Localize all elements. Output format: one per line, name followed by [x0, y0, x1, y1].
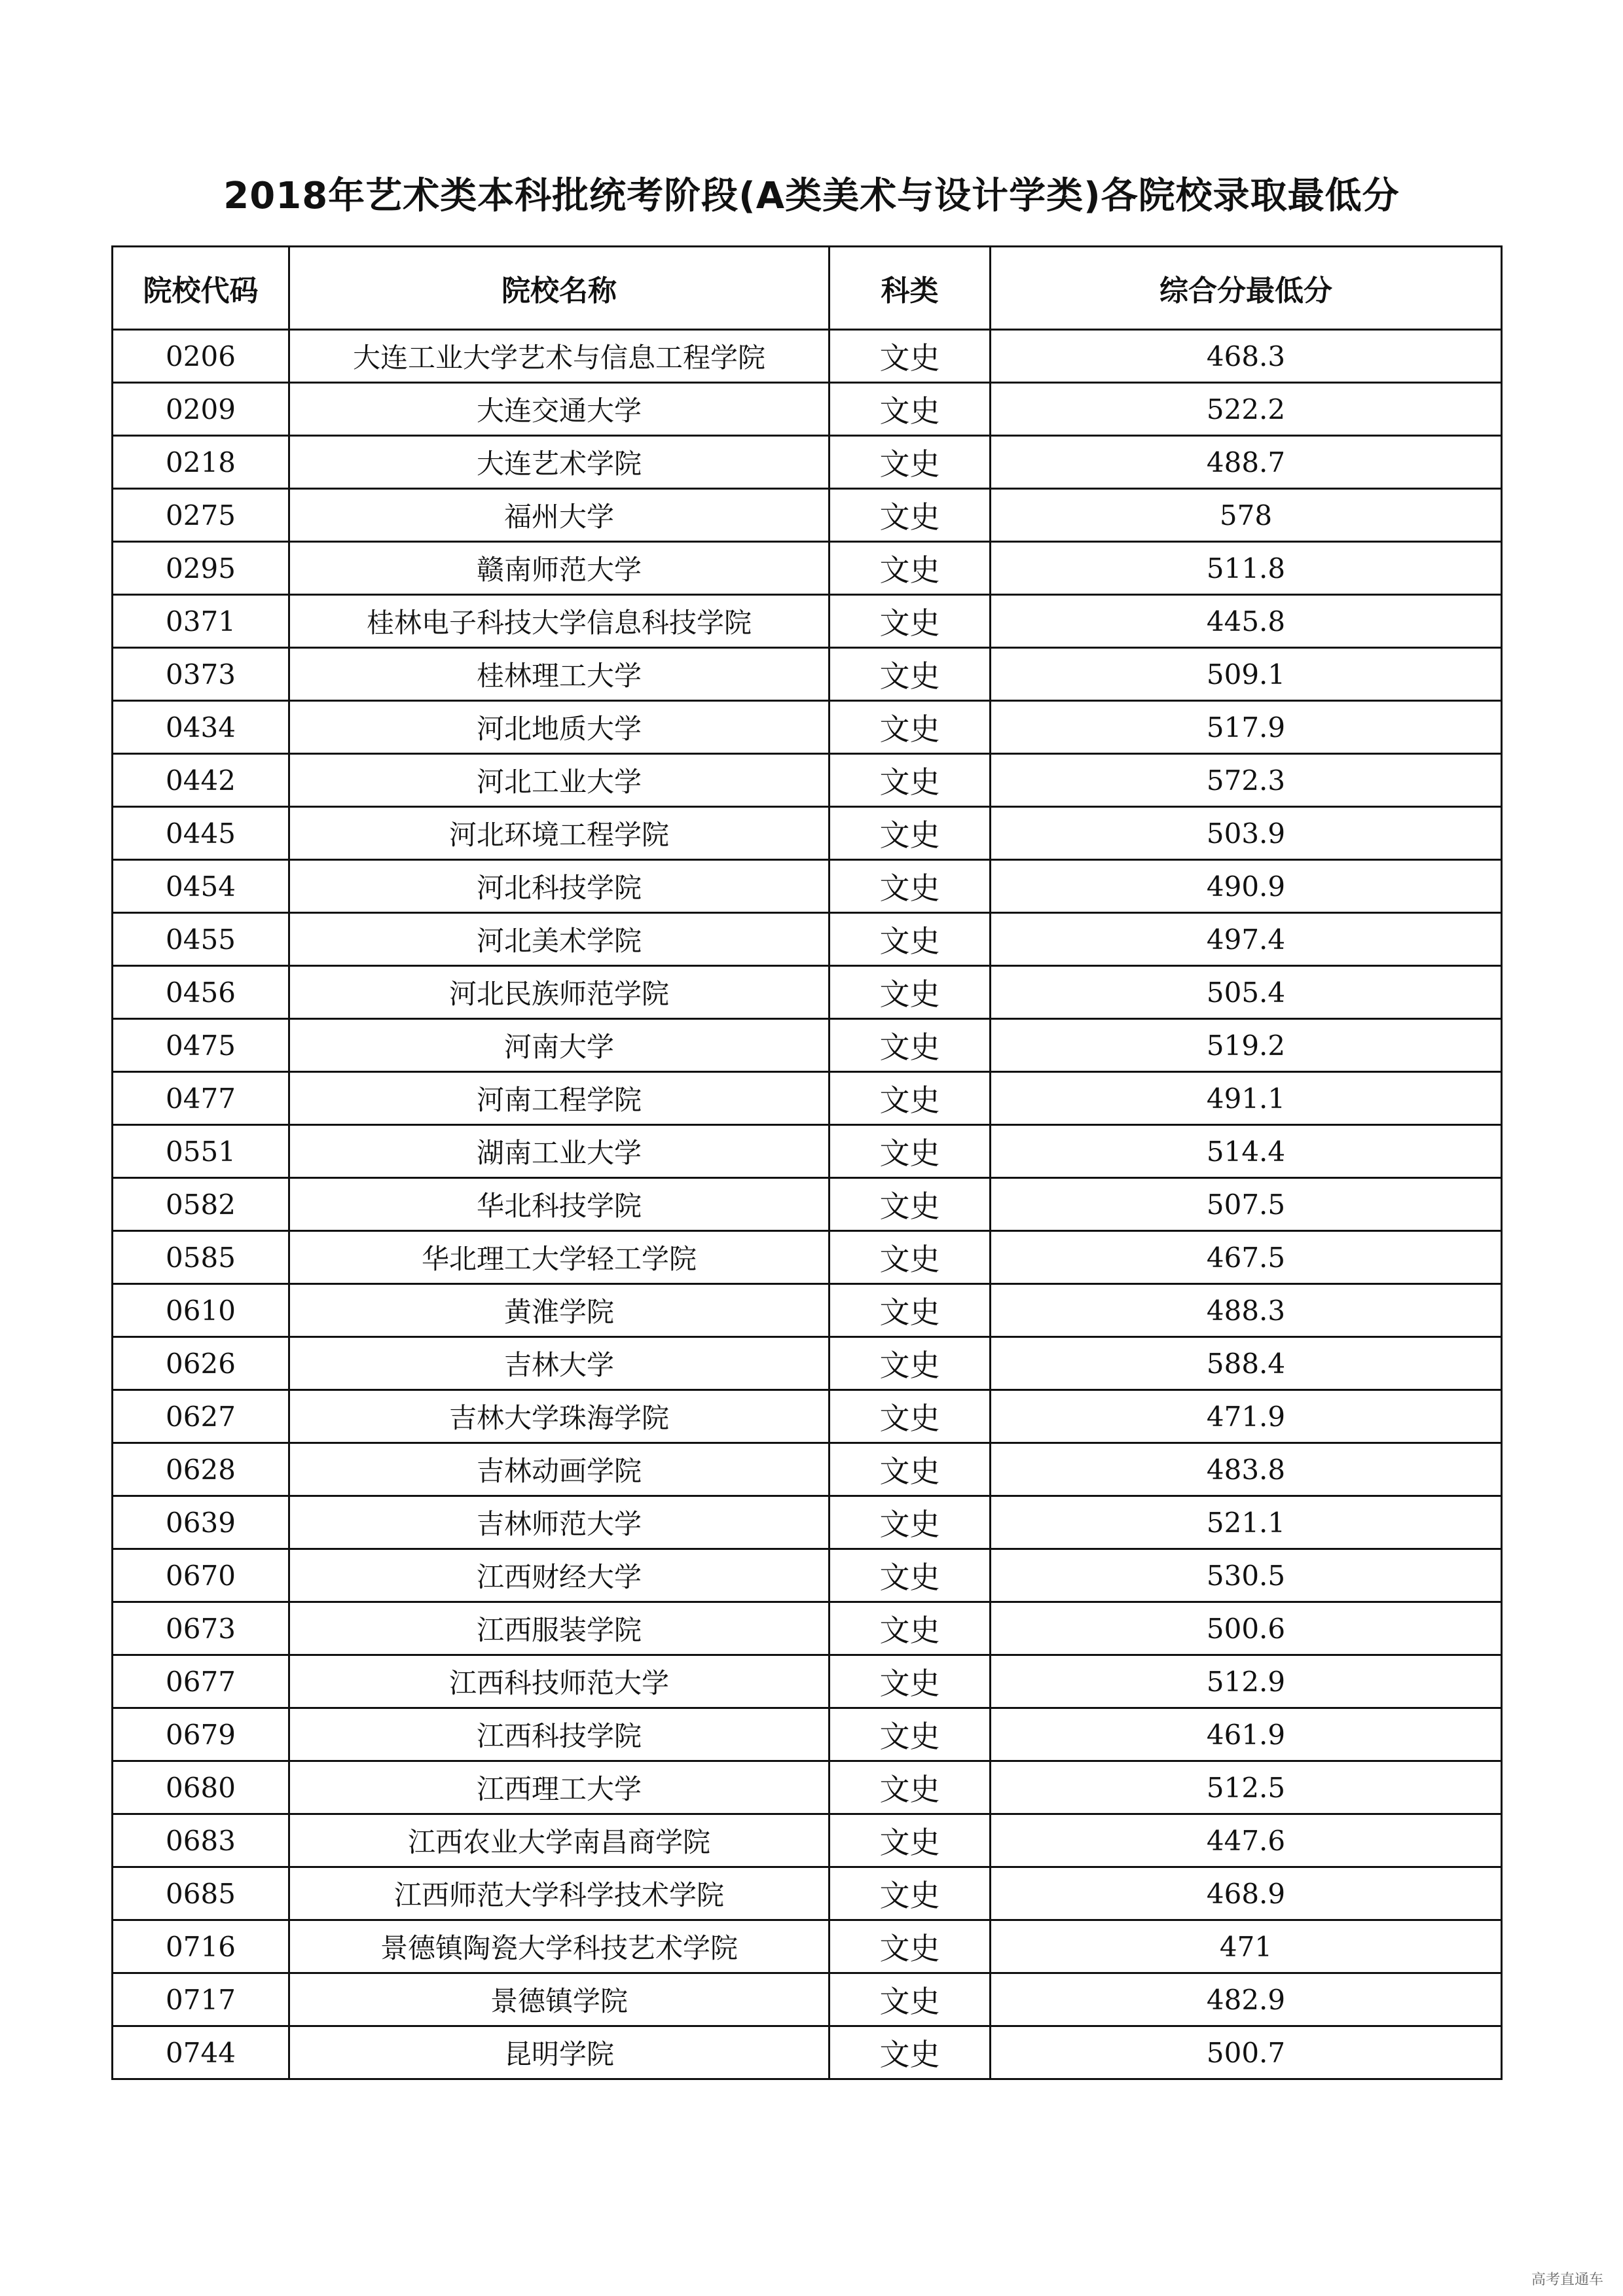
school-name-cell: 江西财经大学: [289, 1549, 830, 1602]
subject-cell: 文史: [830, 1549, 991, 1602]
subject-cell: 文史: [830, 913, 991, 966]
school-code-cell: 0685: [113, 1867, 289, 1920]
school-name-cell: 吉林动画学院: [289, 1443, 830, 1496]
min-score-cell: 503.9: [991, 807, 1502, 860]
subject-cell: 文史: [830, 2026, 991, 2079]
min-score-cell: 521.1: [991, 1496, 1502, 1549]
school-code-cell: 0442: [113, 754, 289, 807]
subject-cell: 文史: [830, 1072, 991, 1125]
table-row: [113, 1920, 1502, 1973]
table-row: [113, 860, 1502, 913]
subject-cell: 文史: [830, 1920, 991, 1973]
school-name-cell: 桂林理工大学: [289, 648, 830, 701]
school-name-cell: 赣南师范大学: [289, 542, 830, 595]
subject-cell: 文史: [830, 1443, 991, 1496]
table-row: [113, 1761, 1502, 1814]
subject-cell: 文史: [830, 701, 991, 754]
header-subject: 科类: [830, 247, 991, 330]
admission-score-table: [111, 245, 1503, 2080]
table-row: [113, 595, 1502, 648]
table-row: [113, 1019, 1502, 1072]
table-row: [113, 1655, 1502, 1708]
school-name-cell: 江西服装学院: [289, 1602, 830, 1655]
subject-cell: 文史: [830, 754, 991, 807]
table-row: [113, 1072, 1502, 1125]
school-code-cell: 0626: [113, 1337, 289, 1390]
school-name-cell: 华北科技学院: [289, 1178, 830, 1231]
school-code-cell: 0209: [113, 383, 289, 436]
subject-cell: 文史: [830, 542, 991, 595]
table-row: [113, 383, 1502, 436]
school-name-cell: 福州大学: [289, 489, 830, 542]
min-score-cell: 500.6: [991, 1602, 1502, 1655]
table-row: [113, 1337, 1502, 1390]
school-name-cell: 大连艺术学院: [289, 436, 830, 489]
school-name-cell: 大连工业大学艺术与信息工程学院: [289, 330, 830, 383]
school-name-cell: 河北美术学院: [289, 913, 830, 966]
table-row: [113, 2026, 1502, 2079]
subject-cell: 文史: [830, 489, 991, 542]
table-row: [113, 1443, 1502, 1496]
min-score-cell: 588.4: [991, 1337, 1502, 1390]
school-name-cell: 河北环境工程学院: [289, 807, 830, 860]
school-name-cell: 湖南工业大学: [289, 1125, 830, 1178]
table-row: [113, 1973, 1502, 2026]
min-score-cell: 530.5: [991, 1549, 1502, 1602]
school-name-cell: 黄淮学院: [289, 1284, 830, 1337]
school-name-cell: 河北地质大学: [289, 701, 830, 754]
school-code-cell: 0455: [113, 913, 289, 966]
subject-cell: 文史: [830, 1973, 991, 2026]
table-row: [113, 489, 1502, 542]
school-code-cell: 0717: [113, 1973, 289, 2026]
subject-cell: 文史: [830, 383, 991, 436]
subject-cell: 文史: [830, 966, 991, 1019]
table-row: [113, 1814, 1502, 1867]
min-score-cell: 500.7: [991, 2026, 1502, 2079]
table-row: [113, 1284, 1502, 1337]
table-row: [113, 330, 1502, 383]
school-code-cell: 0456: [113, 966, 289, 1019]
min-score-cell: 519.2: [991, 1019, 1502, 1072]
school-code-cell: 0585: [113, 1231, 289, 1284]
table-row: [113, 542, 1502, 595]
min-score-cell: 467.5: [991, 1231, 1502, 1284]
school-code-cell: 0582: [113, 1178, 289, 1231]
school-code-cell: 0295: [113, 542, 289, 595]
school-code-cell: 0744: [113, 2026, 289, 2079]
min-score-cell: 512.9: [991, 1655, 1502, 1708]
school-name-cell: 河北科技学院: [289, 860, 830, 913]
min-score-cell: 447.6: [991, 1814, 1502, 1867]
school-code-cell: 0683: [113, 1814, 289, 1867]
school-code-cell: 0628: [113, 1443, 289, 1496]
subject-cell: 文史: [830, 1019, 991, 1072]
table-row: [113, 1496, 1502, 1549]
table-row: [113, 1390, 1502, 1443]
min-score-cell: 512.5: [991, 1761, 1502, 1814]
min-score-cell: 491.1: [991, 1072, 1502, 1125]
table-body: [113, 330, 1502, 2079]
subject-cell: 文史: [830, 1814, 991, 1867]
min-score-cell: 490.9: [991, 860, 1502, 913]
table-row: [113, 1178, 1502, 1231]
school-code-cell: 0477: [113, 1072, 289, 1125]
school-code-cell: 0373: [113, 648, 289, 701]
school-name-cell: 河南大学: [289, 1019, 830, 1072]
school-name-cell: 河北民族师范学院: [289, 966, 830, 1019]
table-row: [113, 1231, 1502, 1284]
subject-cell: 文史: [830, 1602, 991, 1655]
school-name-cell: 华北理工大学轻工学院: [289, 1231, 830, 1284]
min-score-cell: 511.8: [991, 542, 1502, 595]
subject-cell: 文史: [830, 1284, 991, 1337]
table-row: [113, 701, 1502, 754]
min-score-cell: 578: [991, 489, 1502, 542]
school-code-cell: 0716: [113, 1920, 289, 1973]
min-score-cell: 468.9: [991, 1867, 1502, 1920]
school-name-cell: 江西理工大学: [289, 1761, 830, 1814]
school-code-cell: 0610: [113, 1284, 289, 1337]
school-code-cell: 0475: [113, 1019, 289, 1072]
table-row: [113, 1125, 1502, 1178]
table-row: [113, 807, 1502, 860]
subject-cell: 文史: [830, 1178, 991, 1231]
min-score-cell: 483.8: [991, 1443, 1502, 1496]
min-score-cell: 488.7: [991, 436, 1502, 489]
subject-cell: 文史: [830, 1390, 991, 1443]
min-score-cell: 522.2: [991, 383, 1502, 436]
school-code-cell: 0371: [113, 595, 289, 648]
school-code-cell: 0627: [113, 1390, 289, 1443]
subject-cell: 文史: [830, 436, 991, 489]
min-score-cell: 509.1: [991, 648, 1502, 701]
table-row: [113, 966, 1502, 1019]
school-code-cell: 0275: [113, 489, 289, 542]
header-min-score: 综合分最低分: [991, 247, 1502, 330]
table-row: [113, 754, 1502, 807]
school-name-cell: 昆明学院: [289, 2026, 830, 2079]
header-school-name: 院校名称: [289, 247, 830, 330]
subject-cell: 文史: [830, 1337, 991, 1390]
school-name-cell: 江西科技师范大学: [289, 1655, 830, 1708]
min-score-cell: 505.4: [991, 966, 1502, 1019]
subject-cell: 文史: [830, 1761, 991, 1814]
min-score-cell: 471.9: [991, 1390, 1502, 1443]
school-name-cell: 江西师范大学科学技术学院: [289, 1867, 830, 1920]
school-name-cell: 吉林师范大学: [289, 1496, 830, 1549]
school-code-cell: 0673: [113, 1602, 289, 1655]
school-code-cell: 0679: [113, 1708, 289, 1761]
min-score-cell: 488.3: [991, 1284, 1502, 1337]
min-score-cell: 468.3: [991, 330, 1502, 383]
school-name-cell: 景德镇学院: [289, 1973, 830, 2026]
subject-cell: 文史: [830, 1231, 991, 1284]
school-name-cell: 江西农业大学南昌商学院: [289, 1814, 830, 1867]
subject-cell: 文史: [830, 330, 991, 383]
school-name-cell: 吉林大学珠海学院: [289, 1390, 830, 1443]
school-name-cell: 河北工业大学: [289, 754, 830, 807]
school-name-cell: 吉林大学: [289, 1337, 830, 1390]
subject-cell: 文史: [830, 1125, 991, 1178]
table-row: [113, 1602, 1502, 1655]
school-code-cell: 0677: [113, 1655, 289, 1708]
min-score-cell: 514.4: [991, 1125, 1502, 1178]
school-code-cell: 0445: [113, 807, 289, 860]
subject-cell: 文史: [830, 1655, 991, 1708]
min-score-cell: 461.9: [991, 1708, 1502, 1761]
subject-cell: 文史: [830, 1867, 991, 1920]
table-row: [113, 648, 1502, 701]
school-name-cell: 大连交通大学: [289, 383, 830, 436]
school-code-cell: 0670: [113, 1549, 289, 1602]
table-row: [113, 1867, 1502, 1920]
school-code-cell: 0454: [113, 860, 289, 913]
table-row: [113, 1708, 1502, 1761]
school-code-cell: 0218: [113, 436, 289, 489]
page-title: 2018年艺术类本科批统考阶段(A类美术与设计学类)各院校录取最低分: [223, 175, 1400, 217]
school-code-cell: 0434: [113, 701, 289, 754]
subject-cell: 文史: [830, 1708, 991, 1761]
subject-cell: 文史: [830, 807, 991, 860]
school-name-cell: 景德镇陶瓷大学科技艺术学院: [289, 1920, 830, 1973]
min-score-cell: 517.9: [991, 701, 1502, 754]
school-name-cell: 河南工程学院: [289, 1072, 830, 1125]
header-school-code: 院校代码: [113, 247, 289, 330]
subject-cell: 文史: [830, 1496, 991, 1549]
min-score-cell: 445.8: [991, 595, 1502, 648]
subject-cell: 文史: [830, 860, 991, 913]
subject-cell: 文史: [830, 595, 991, 648]
school-code-cell: 0551: [113, 1125, 289, 1178]
school-name-cell: 桂林电子科技大学信息科技学院: [289, 595, 830, 648]
min-score-cell: 507.5: [991, 1178, 1502, 1231]
school-name-cell: 江西科技学院: [289, 1708, 830, 1761]
school-code-cell: 0206: [113, 330, 289, 383]
min-score-cell: 572.3: [991, 754, 1502, 807]
table-row: [113, 436, 1502, 489]
min-score-cell: 497.4: [991, 913, 1502, 966]
min-score-cell: 471: [991, 1920, 1502, 1973]
min-score-cell: 482.9: [991, 1973, 1502, 2026]
subject-cell: 文史: [830, 648, 991, 701]
school-code-cell: 0680: [113, 1761, 289, 1814]
source-watermark: 高考直通车: [1531, 2272, 1603, 2288]
table-header-row: [113, 247, 1502, 330]
table-row: [113, 1549, 1502, 1602]
school-code-cell: 0639: [113, 1496, 289, 1549]
table-row: [113, 913, 1502, 966]
